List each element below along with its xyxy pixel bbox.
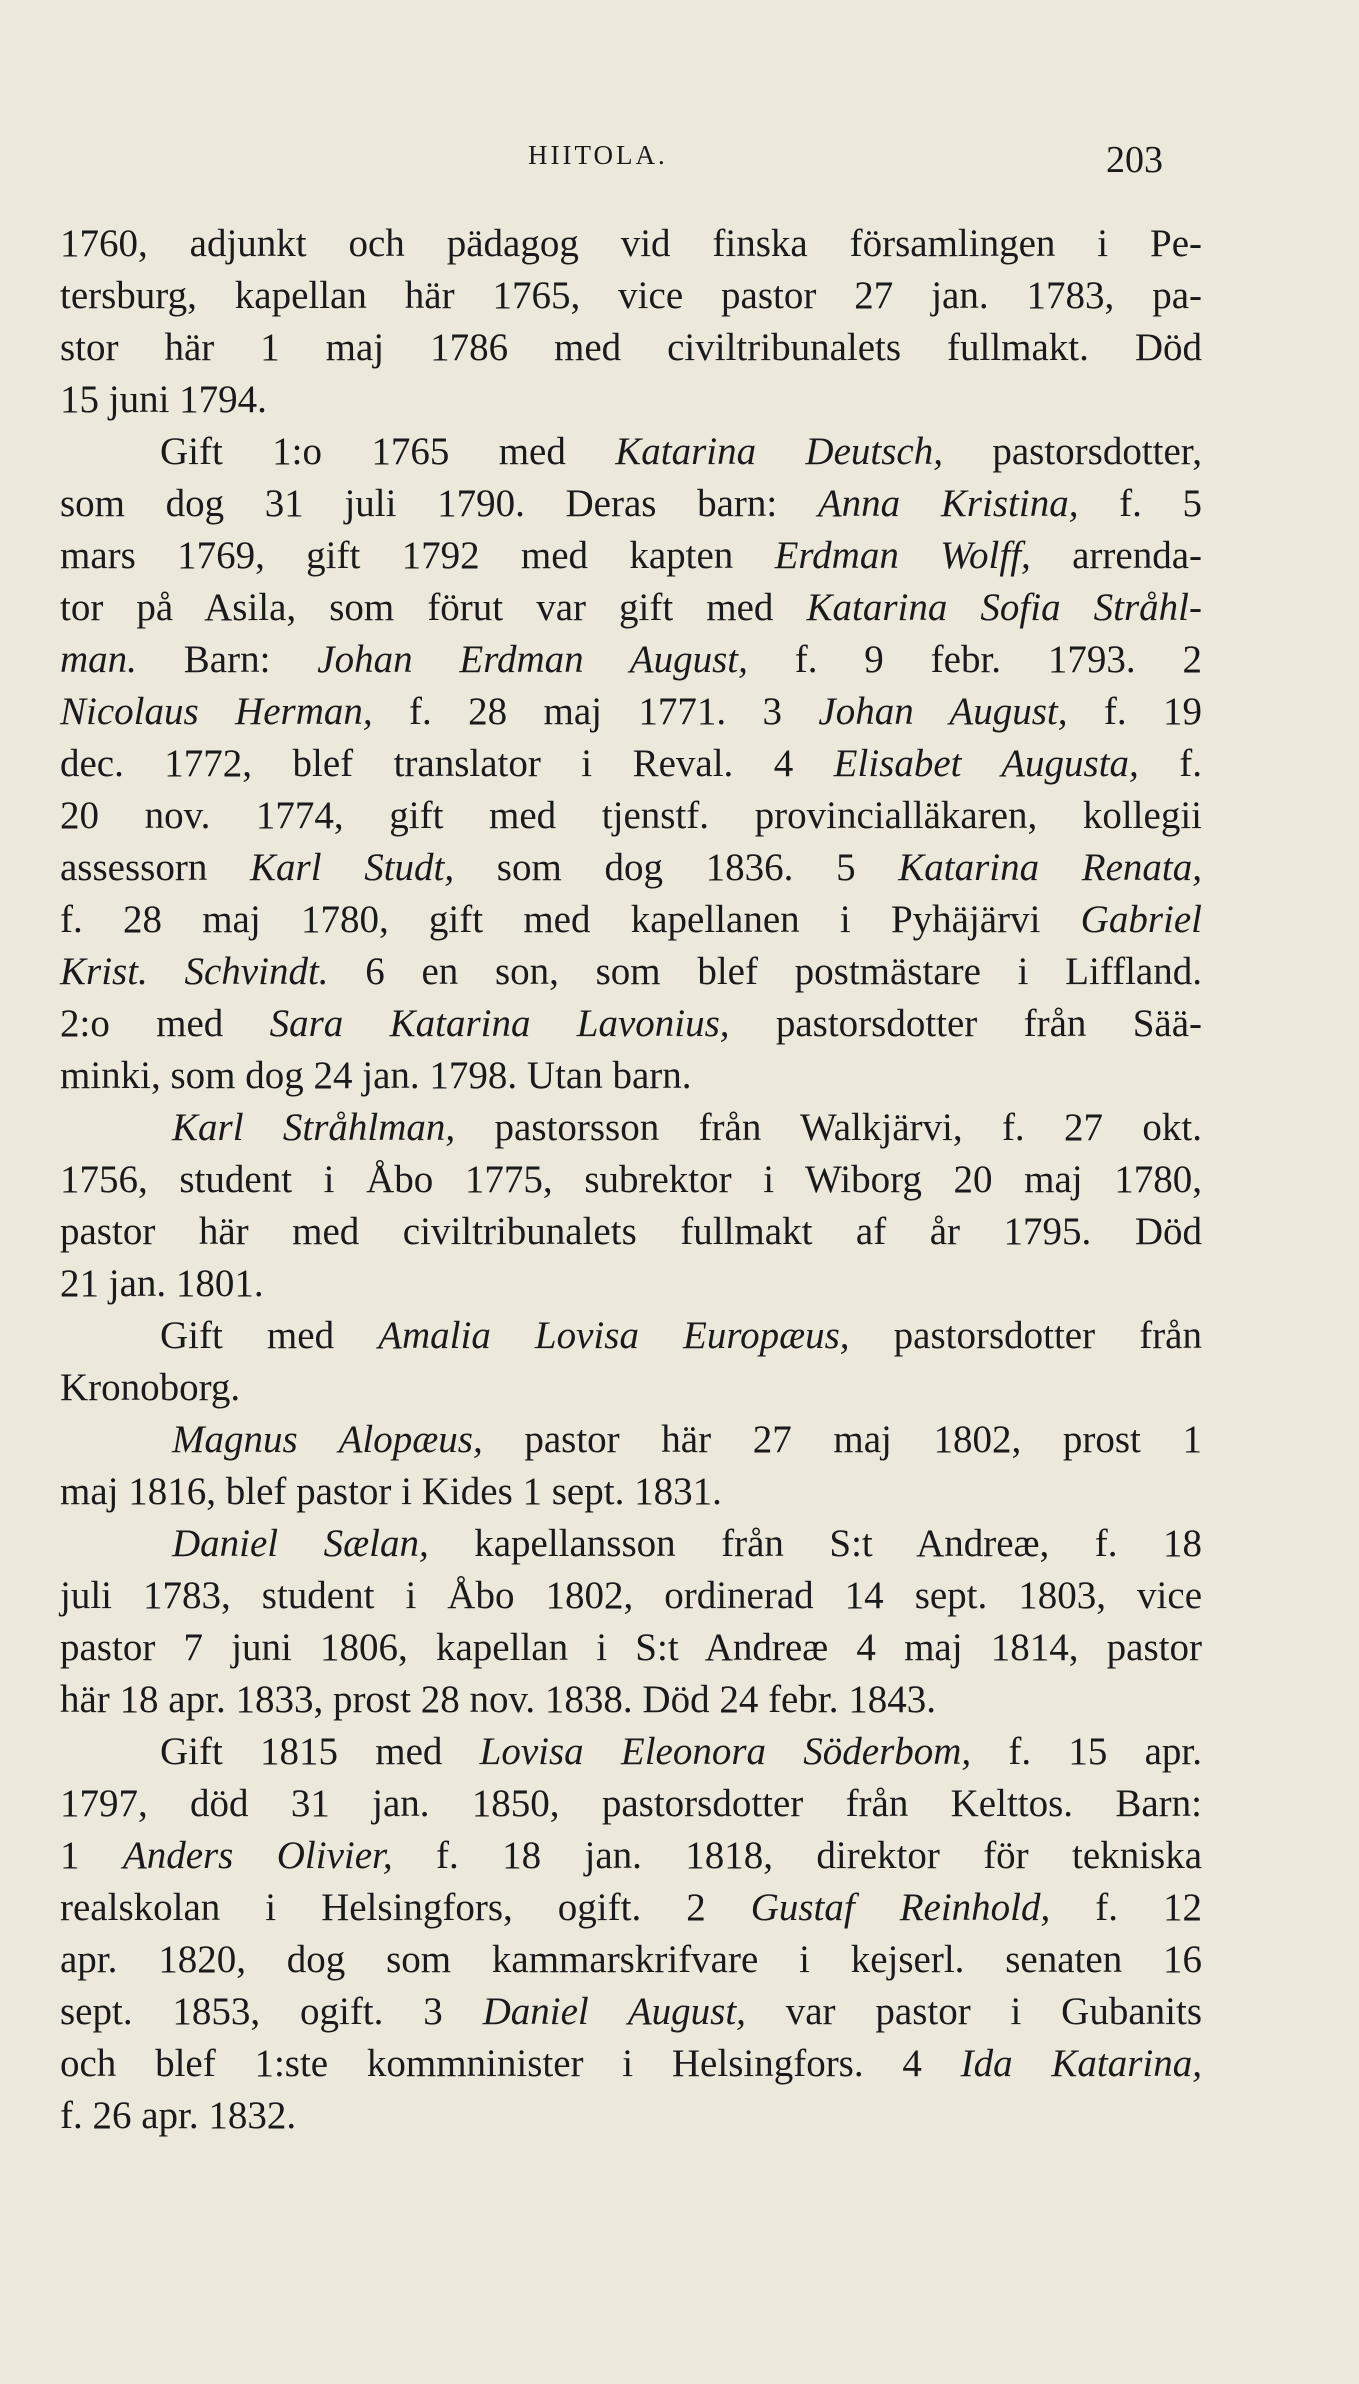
text-segment: tersburg, kapellan här 1765, vice pastor 27 jan. 1783, pa- [60,274,1202,317]
text-line [60,1778,1202,1830]
text-line [60,1674,1202,1726]
text-segment: f. 5 [1078,482,1202,525]
italic-name: Anna Kristina, [817,482,1079,525]
text-line [60,634,1202,686]
text-segment: pastor här med civiltribunalets fullmakt af år 1795. Död [60,1210,1202,1253]
text-line [60,1466,1202,1518]
text-segment: 21 jan. 1801. [60,1262,264,1305]
text-segment: f. 26 apr. 1832. [60,2094,297,2137]
text-segment: minki, som dog 24 jan. 1798. Utan barn. [60,1054,692,1097]
text-line [60,894,1202,946]
italic-name: Daniel August, [482,1990,746,2033]
text-line [60,270,1202,322]
text-line [60,1518,1202,1570]
text-segment: pastor här 27 maj 1802, prost 1 [482,1418,1202,1461]
italic-name: Ida Katarina, [960,2042,1202,2085]
text-segment: maj 1816, blef pastor i Kides 1 sept. 1831. [60,1470,722,1513]
text-segment: sept. 1853, ogift. 3 [60,1990,483,2033]
text-line [60,738,1202,790]
text-segment: realskolan i Helsingfors, ogift. 2 [60,1886,751,1929]
text-line [60,998,1202,1050]
text-segment: juli 1783, student i Åbo 1802, ordinerad 14 sept. 1803, vice [60,1574,1202,1617]
text-line [60,686,1202,738]
text-segment: 20 nov. 1774, gift med tjenstf. provincialläkaren, kollegii [60,794,1202,837]
text-segment: 15 juni 1794. [60,378,267,421]
italic-name: Karl Studt, [250,846,455,889]
text-segment: assessorn [60,846,250,889]
text-line [60,1050,1202,1102]
italic-name: Amalia Lovisa Europæus, [378,1314,850,1357]
text-segment: kapellansson från S:t Andreæ, f. 18 [428,1522,1202,1565]
text-body [60,218,1202,2142]
text-line [60,1622,1202,1674]
text-segment: 1 [60,1834,123,1877]
italic-name: Nicolaus Herman, [60,690,373,733]
text-segment: Gift 1815 med [160,1730,480,1773]
text-line [60,218,1202,270]
text-segment: 1756, student i Åbo 1775, subrektor i Wiborg 20 maj 1780, [60,1158,1202,1201]
text-segment: tor på Asila, som förut var gift med [60,586,807,629]
text-segment: och blef 1:ste kommninister i Helsingfors. 4 [60,2042,961,2085]
text-line [60,322,1202,374]
text-line [60,1102,1202,1154]
text-line [60,530,1202,582]
text-line [60,426,1202,478]
text-segment: f. [1138,742,1202,785]
text-segment: apr. 1820, dog som kammarskrifvare i kejserl. senaten 16 [60,1938,1202,1981]
text-line [60,1310,1202,1362]
text-line [60,1414,1202,1466]
text-line [60,1570,1202,1622]
text-segment: pastorsdotter, [942,430,1202,473]
text-segment: var pastor i Gubanits [745,1990,1203,2033]
italic-name: Katarina Deutsch, [615,430,943,473]
text-segment: 1797, död 31 jan. 1850, pastorsdotter från Kelttos. Barn: [60,1782,1202,1825]
italic-name: Karl Stråhlman, [172,1106,456,1149]
italic-name: Magnus Alopæus, [172,1418,483,1461]
text-segment: arrenda- [1030,534,1202,577]
italic-name: man. [60,638,137,681]
italic-name: Elisabet Augusta, [833,742,1139,785]
text-segment: Barn: [136,638,318,681]
italic-name: Lovisa Eleonora Söderbom, [479,1730,972,1773]
text-line [60,1206,1202,1258]
text-line [60,1986,1202,2038]
text-segment: pastorsdotter från [849,1314,1202,1357]
text-line [60,2090,1202,2142]
italic-name: Daniel Sælan, [172,1522,429,1565]
text-segment: som dog 1836. 5 [454,846,899,889]
italic-name: Gabriel [1080,898,1202,941]
text-line [60,2038,1202,2090]
text-segment: som dog 31 juli 1790. Deras barn: [60,482,818,525]
text-segment: Gift med [160,1314,379,1357]
text-line [60,1830,1202,1882]
text-line [60,1258,1202,1310]
text-segment: pastorsson från Walkjärvi, f. 27 okt. [455,1106,1202,1149]
text-segment: 2:o med [60,1002,270,1045]
text-line [60,790,1202,842]
text-line [60,1726,1202,1778]
text-segment: f. 28 maj 1771. 3 [372,690,819,733]
italic-name: Johan August, [818,690,1068,733]
text-segment: f. 28 maj 1780, gift med kapellanen i Pyhäjärvi [60,898,1081,941]
running-head [0,138,1359,188]
text-segment: f. 15 apr. [971,1730,1203,1773]
text-segment: f. 12 [1050,1886,1202,1929]
italic-name: Erdman Wolff, [774,534,1031,577]
italic-name: Anders Olivier, [122,1834,393,1877]
running-title: HIITOLA. [528,140,668,170]
text-line [60,842,1202,894]
text-segment: f. 9 febr. 1793. 2 [747,638,1202,681]
italic-name: Katarina Renata, [898,846,1202,889]
italic-name: Sara Katarina Lavonius, [269,1002,730,1045]
text-segment: stor här 1 maj 1786 med civiltribunalets fullmakt. Död [60,326,1202,369]
text-segment: 6 en son, som blef postmästare i Liffland. [328,950,1202,993]
text-segment: f. 18 jan. 1818, direktor för tekniska [392,1834,1203,1877]
text-line [60,1934,1202,1986]
text-line [60,478,1202,530]
text-line [60,1154,1202,1206]
text-line [60,946,1202,998]
text-segment: dec. 1772, blef translator i Reval. 4 [60,742,834,785]
text-segment: Gift 1:o 1765 med [160,430,616,473]
page-number: 203 [1106,139,1163,181]
text-line [60,374,1202,426]
text-segment: pastorsdotter från Sää- [729,1002,1202,1045]
text-line [60,582,1202,634]
text-segment: mars 1769, gift 1792 med kapten [60,534,775,577]
italic-name: Johan Erdman August, [317,638,748,681]
italic-name: Gustaf Reinhold, [750,1886,1051,1929]
italic-name: Krist. Schvindt. [60,950,329,993]
text-line [60,1882,1202,1934]
text-segment: 1760, adjunkt och pädagog vid finska församlingen i Pe- [60,222,1202,265]
text-segment: pastor 7 juni 1806, kapellan i S:t Andreæ 4 maj 1814, pastor [60,1626,1202,1669]
text-segment: Kronoborg. [60,1366,241,1409]
text-segment: här 18 apr. 1833, prost 28 nov. 1838. Död 24 febr. 1843. [60,1678,936,1721]
italic-name: Katarina Sofia Stråhl- [806,586,1202,629]
text-segment: f. 19 [1067,690,1202,733]
text-line [60,1362,1202,1414]
